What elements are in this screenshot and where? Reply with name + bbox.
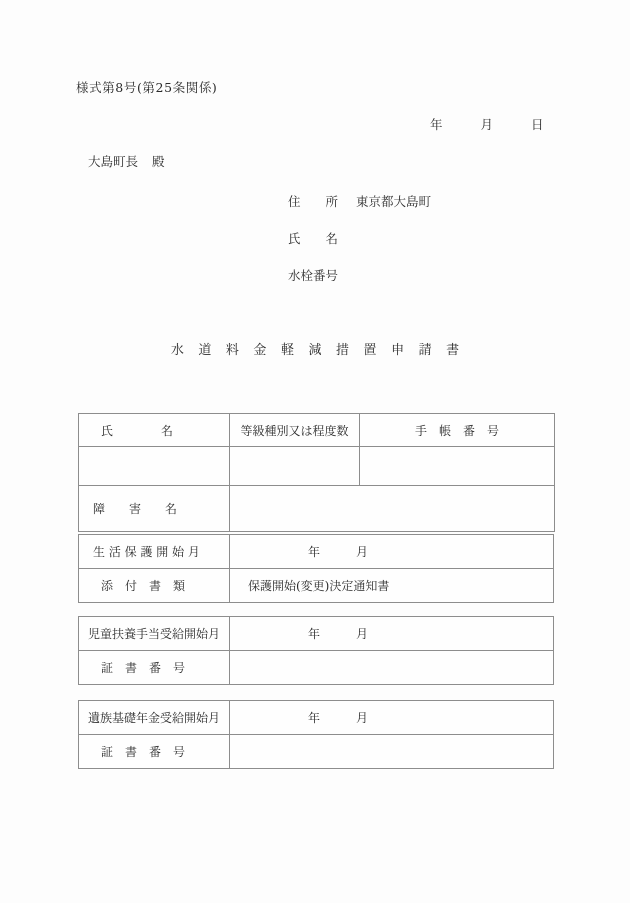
applicant-name-row — [288, 229, 431, 266]
table-row — [79, 569, 554, 603]
table-row — [79, 617, 554, 651]
applicant-address-label: 住 所 — [288, 194, 339, 209]
date-year-label: 年 — [430, 117, 443, 132]
label-cell-child-start-month — [79, 617, 230, 651]
table-row — [79, 651, 554, 685]
header-label-booklet-number: 手 帳 番 号 — [414, 423, 499, 438]
input-cell-grade[interactable] — [230, 447, 360, 486]
input-cell-booklet-number[interactable] — [360, 447, 555, 486]
label-welfare-start-month: 生 活 保 護 開 始 月 — [93, 545, 200, 559]
input-cell-disability-name[interactable] — [230, 486, 555, 532]
welfare-start-month-value: 年 月 — [308, 545, 369, 559]
label-cell-pension-start-month — [79, 701, 230, 735]
applicant-name-label: 氏 名 — [288, 231, 339, 246]
label-cell-pension-certificate — [79, 735, 230, 769]
input-cell-child-start-month[interactable] — [230, 617, 554, 651]
date-month-label: 月 — [480, 117, 494, 132]
table-disability — [78, 413, 555, 532]
header-cell-booklet-number — [360, 414, 555, 447]
applicant-address-row — [288, 192, 431, 229]
header-label-grade: 等級種別又は程度数 — [240, 423, 349, 438]
header-cell-name — [79, 414, 230, 447]
label-cell-disability-name — [79, 486, 230, 532]
label-cell-welfare-attachment — [79, 569, 230, 603]
input-cell-welfare-start-month[interactable] — [230, 535, 554, 569]
table-welfare — [78, 534, 554, 603]
table-pension — [78, 700, 554, 769]
addressee-line — [88, 152, 165, 170]
applicant-address-value[interactable]: 東京都大島町 — [356, 194, 432, 209]
input-cell-pension-certificate[interactable] — [230, 735, 554, 769]
table-child-allowance — [78, 616, 554, 685]
applicant-block — [288, 192, 431, 303]
label-welfare-attachment: 添 付 書 類 — [101, 579, 186, 593]
table-row — [79, 701, 554, 735]
label-disability-name: 障 害 名 — [93, 502, 178, 516]
header-cell-grade — [230, 414, 360, 447]
form-code: 様式第8号(第25条関係) — [76, 80, 218, 95]
input-cell-child-certificate[interactable] — [230, 651, 554, 685]
applicant-tap-number-label: 水栓番号 — [288, 268, 339, 283]
welfare-attachment-value: 保護開始(変更)決定通知書 — [248, 579, 390, 593]
page-title: 水 道 料 金 軽 減 措 置 申 請 書 — [170, 343, 465, 358]
date-day-label: 日 — [531, 117, 544, 132]
label-child-start-month: 児童扶養手当受給開始月 — [87, 627, 220, 641]
table-row-disability-name — [79, 486, 555, 532]
label-child-certificate: 証 書 番 号 — [101, 661, 186, 675]
table-row-values — [79, 447, 555, 486]
label-pension-start-month: 遺族基礎年金受給開始月 — [87, 711, 220, 725]
pension-start-month-value: 年 月 — [308, 711, 369, 725]
input-cell-pension-start-month[interactable] — [230, 701, 554, 735]
input-cell-name[interactable] — [79, 447, 230, 486]
child-start-month-value: 年 月 — [308, 627, 369, 641]
addressee-honorific: 殿 — [152, 154, 165, 169]
label-pension-certificate: 証 書 番 号 — [101, 745, 186, 759]
addressee-name: 大島町長 — [88, 154, 139, 169]
table-row — [79, 735, 554, 769]
date-line — [430, 115, 544, 133]
applicant-tap-number-row — [288, 266, 431, 303]
value-cell-welfare-attachment — [230, 569, 554, 603]
header-label-name: 氏 名 — [101, 423, 174, 438]
table-row — [79, 535, 554, 569]
label-cell-welfare-start-month — [79, 535, 230, 569]
label-cell-child-certificate — [79, 651, 230, 685]
table-row-header — [79, 414, 555, 447]
